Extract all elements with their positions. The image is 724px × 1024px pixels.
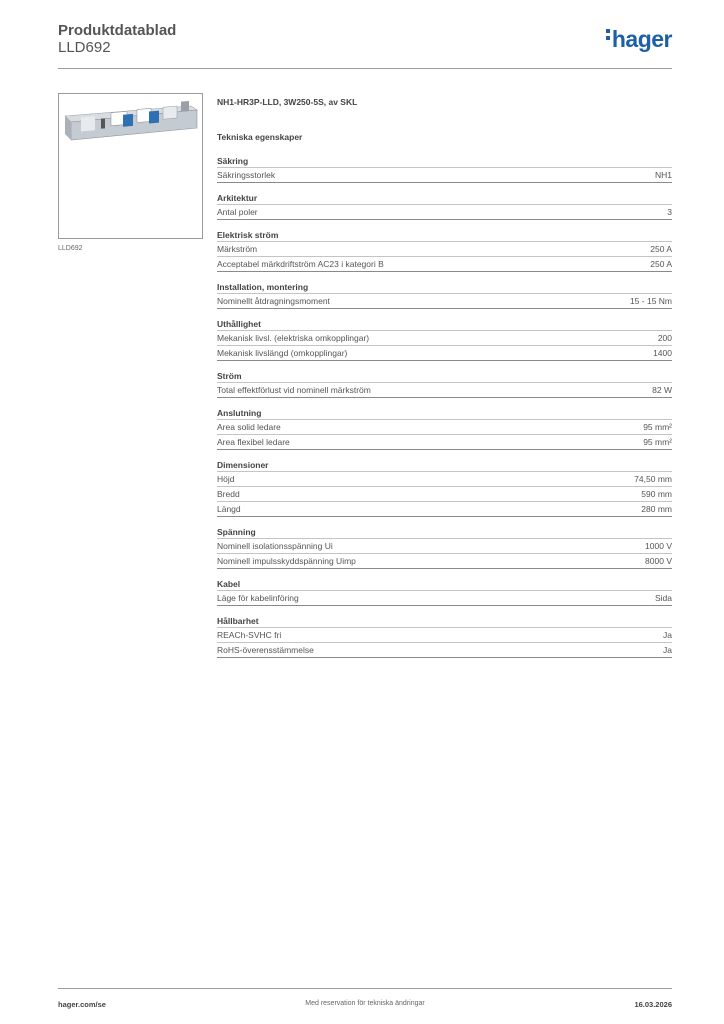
- section-title: Spänning: [217, 526, 672, 539]
- spec-label: Nominellt åtdragningsmoment: [217, 296, 330, 306]
- spec-value: 95 mm²: [643, 437, 672, 447]
- spec-section: [217, 459, 672, 517]
- section-title: Anslutning: [217, 407, 672, 420]
- spec-row: [217, 294, 672, 309]
- spec-value: 250 A: [650, 244, 672, 254]
- spec-row: [217, 539, 672, 554]
- product-image: [58, 93, 203, 239]
- spec-section: [217, 192, 672, 220]
- section-title: Dimensioner: [217, 459, 672, 472]
- spec-row: [217, 383, 672, 398]
- spec-section: [217, 615, 672, 658]
- section-title: Elektrisk ström: [217, 229, 672, 242]
- spec-section: [217, 578, 672, 606]
- spec-row: [217, 257, 672, 272]
- spec-row: [217, 591, 672, 606]
- section-title: Ström: [217, 370, 672, 383]
- spec-label: Mekanisk livsl. (elektriska omkopplingar): [217, 333, 370, 343]
- spec-label: Höjd: [217, 474, 235, 484]
- spec-label: Märkström: [217, 244, 258, 254]
- product-code: LLD692: [58, 39, 111, 56]
- spec-row: [217, 168, 672, 183]
- page-header: [58, 22, 672, 69]
- spec-label: Bredd: [217, 489, 240, 499]
- footer-date: 16.03.2026: [634, 1000, 672, 1009]
- spec-label: Area solid ledare: [217, 422, 281, 432]
- section-title: Säkring: [217, 155, 672, 168]
- spec-row: [217, 420, 672, 435]
- spec-section: [217, 407, 672, 450]
- spec-label: Total effektförlust vid nominell märkström: [217, 385, 371, 395]
- spec-value: 200: [657, 333, 672, 343]
- spec-row: [217, 487, 672, 502]
- footer-website: hager.com/se: [58, 1000, 106, 1009]
- spec-row: [217, 472, 672, 487]
- spec-value: 280 mm: [641, 504, 672, 514]
- spec-sections: [217, 155, 672, 658]
- spec-label: RoHS-överensstämmelse: [217, 645, 314, 655]
- spec-value: 95 mm²: [643, 422, 672, 432]
- spec-section: [217, 370, 672, 398]
- spec-row: [217, 331, 672, 346]
- spec-value: 15 - 15 Nm: [629, 296, 672, 306]
- document-title: Produktdatablad: [58, 22, 177, 39]
- spec-label: Mekanisk livslängd (omkopplingar): [217, 348, 348, 358]
- spec-value: 82 W: [652, 385, 672, 395]
- logo-text: hager: [611, 26, 672, 52]
- footer-disclaimer: Med reservation för tekniska ändringar: [305, 1000, 425, 1007]
- spec-value: NH1: [654, 170, 672, 180]
- spec-section: [217, 281, 672, 309]
- spec-row: [217, 502, 672, 517]
- spec-section: [217, 229, 672, 272]
- image-caption: LLD692: [58, 245, 83, 252]
- spec-label: Längd: [217, 504, 241, 514]
- section-title: Hållbarhet: [217, 615, 672, 628]
- spec-label: Nominell impulsskyddspänning Uimp: [217, 556, 356, 566]
- section-title: Kabel: [217, 578, 672, 591]
- spec-label: Säkringsstorlek: [217, 170, 276, 180]
- spec-row: [217, 643, 672, 658]
- spec-value: 250 A: [650, 259, 672, 269]
- fuse-switch-image: [59, 94, 202, 238]
- section-title: Installation, montering: [217, 281, 672, 294]
- spec-row: [217, 242, 672, 257]
- section-title: Arkitektur: [217, 192, 672, 205]
- spec-label: Acceptabel märkdriftström AC23 i kategori B: [217, 259, 384, 269]
- spec-value: Ja: [663, 630, 672, 640]
- spec-row: [217, 205, 672, 220]
- spec-content: [217, 93, 672, 658]
- spec-row: [217, 554, 672, 569]
- spec-section: [217, 318, 672, 361]
- spec-value: 1000 V: [645, 541, 672, 551]
- spec-value: 1400: [653, 348, 672, 358]
- section-title: Uthållighet: [217, 318, 672, 331]
- spec-value: 3: [667, 207, 672, 217]
- spec-value: Sida: [654, 593, 672, 603]
- spec-value: 74,50 mm: [634, 474, 672, 484]
- spec-value: 8000 V: [645, 556, 672, 566]
- spec-label: Nominell isolationsspänning Ui: [217, 541, 333, 551]
- spec-row: [217, 628, 672, 643]
- spec-label: REACh-SVHC fri: [217, 630, 282, 640]
- spec-row: [217, 435, 672, 450]
- spec-label: Antal poler: [217, 207, 258, 217]
- spec-heading: Tekniska egenskaper: [217, 132, 303, 142]
- page-footer: [58, 988, 672, 1013]
- spec-value: 590 mm: [641, 489, 672, 499]
- product-name: NH1-HR3P-LLD, 3W250-5S, av SKL: [217, 97, 358, 107]
- spec-row: [217, 346, 672, 361]
- spec-value: Ja: [663, 645, 672, 655]
- hager-logo: [606, 26, 672, 53]
- spec-label: Area flexibel ledare: [217, 437, 290, 447]
- spec-section: [217, 155, 672, 183]
- logo-dots-icon: [606, 29, 611, 43]
- spec-label: Läge för kabelinföring: [217, 593, 299, 603]
- spec-section: [217, 526, 672, 569]
